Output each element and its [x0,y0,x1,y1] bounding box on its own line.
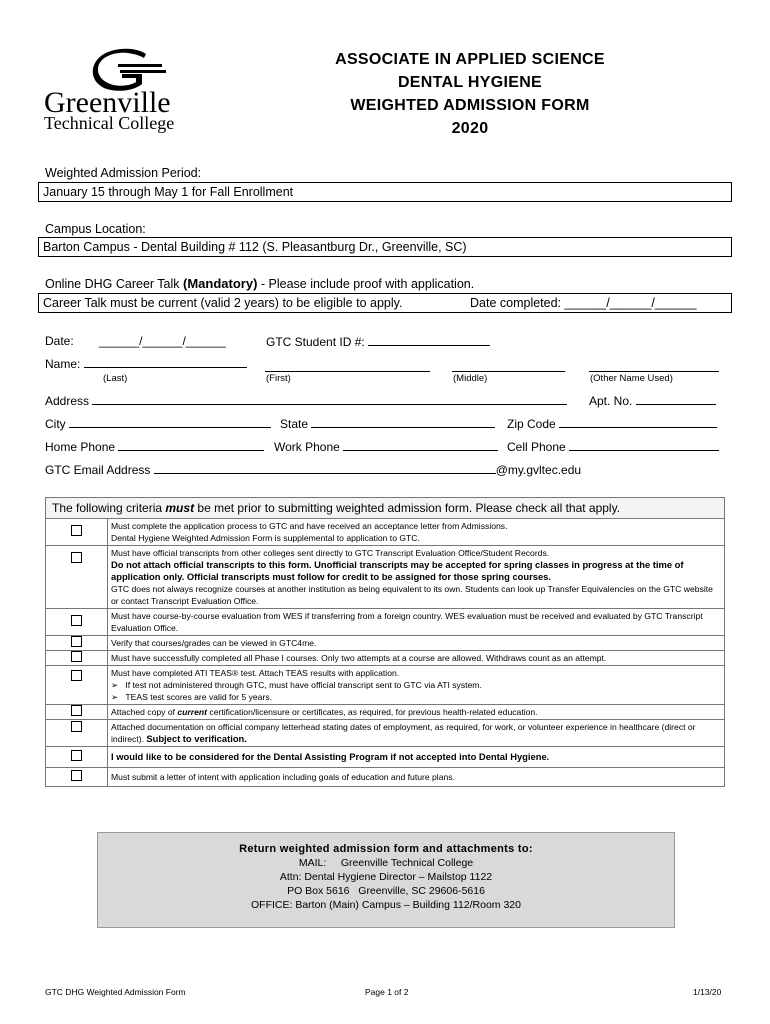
home-phone-field[interactable] [45,439,264,454]
campus-label: Campus Location: [45,222,146,236]
checkbox-application[interactable] [71,525,82,536]
footer-date: 1/13/20 [693,987,722,997]
home-phone-line [118,439,264,451]
title-line: DENTAL HYGIENE [397,74,543,91]
criteria-header-rest: be met prior to submitting weighted admission form. Please check all that apply. [194,501,621,515]
title-line: WEIGHTED ADMISSION FORM [350,97,590,114]
criteria-row [46,666,725,705]
work-phone-line [343,439,498,451]
title-line: ASSOCIATE IN APPLIED SCIENCE [335,51,605,68]
middle-name-line[interactable] [452,360,565,372]
checkbox-phase1[interactable] [71,651,82,662]
email-field[interactable] [45,462,581,477]
return-address-box [97,832,675,928]
criteria-text: Must have successfully completed all Phase I courses. Only two attempts at a course are allowed. Withdraws count as an attempt. [111,653,607,663]
state-field[interactable] [280,416,495,431]
city-line [69,416,271,428]
state-label: State [280,417,309,431]
criteria-must: must [165,501,195,515]
first-caption: (First) [266,373,291,384]
criteria-text: TEAS test scores are valid for 5 years. [125,692,273,702]
student-id-label: GTC Student ID #: [266,335,365,349]
criteria-text: GTC does not always recognize courses at another institution as being equivalent to its own. Students can look up Transfer Equivalencies on the GTC website or contact Transcript Evaluation Office. [111,584,713,606]
criteria-current: current [177,707,208,717]
checkbox-transcripts[interactable] [71,552,82,563]
arrow-bullet-icon: ➢ [111,692,119,702]
criteria-bullet-item [111,691,721,703]
cell-phone-line [569,439,719,451]
criteria-text: Dental Hygiene Weighted Admission Form is supplemental to application to GTC. [111,533,420,543]
criteria-header-text: The following criteria [52,501,166,515]
criteria-row [46,636,725,651]
cell-phone-label: Cell Phone [507,440,566,454]
checkbox-certification[interactable] [71,705,82,716]
other-name-line[interactable] [589,360,719,372]
criteria-text: Must have course-by-course evaluation from WES if transferring from a foreign country. WES evaluation must be received and evaluated by GTC Transcript Evaluation Office. [111,611,703,633]
middle-caption: (Middle) [453,373,488,384]
work-phone-field[interactable] [274,439,498,454]
address-field[interactable] [45,393,567,408]
last-name-line [84,356,247,368]
footer-left: GTC DHG Weighted Admission Form [45,987,186,997]
zip-field[interactable] [507,416,717,431]
criteria-text: Must have official transcripts from other colleges sent directly to GTC Transcript Evaluation Office/Student Records. [111,548,550,558]
cell-phone-field[interactable] [507,439,719,454]
criteria-text: Must complete the application process to GTC and have received an acceptance letter from Admissions. [111,521,508,531]
criteria-text-bold: I would like to be considered for the Dental Assisting Program if not accepted into Dental Hygiene. [111,751,550,762]
last-caption: (Last) [103,373,128,384]
criteria-text: Attached documentation on official company letterhead stating dates of employment, as required, for work, or volunteer experience in healthcare (direct or indirect). [111,722,696,744]
logo-line2: Technical College [44,113,175,133]
return-line: MAIL: Greenville Technical College [298,857,474,869]
footer-page: Page 1 of 2 [365,987,409,997]
address-label: Address [45,394,90,408]
work-phone-label: Work Phone [274,440,340,454]
criteria-bullet-item [111,679,721,691]
checkbox-employment[interactable] [71,721,82,732]
checkbox-letter-of-intent[interactable] [71,770,82,781]
checkbox-wes[interactable] [71,615,82,626]
criteria-text-bold: Do not attach official transcripts to this form. Unofficial transcripts may be accepted for spring classes in progress at the time of application only. Official transcripts must follow for credit to be assigned for those spring courses. [111,559,684,582]
name-label: Name: [45,357,81,371]
date-completed-field[interactable]: Date completed: ______/______/______ [470,296,697,310]
apt-field[interactable] [589,393,716,408]
criteria-row [46,519,725,546]
career-talk-line [45,276,474,291]
criteria-row [46,747,725,768]
criteria-row [46,768,725,787]
criteria-text: If test not administered through GTC, must have official transcript sent to GTC via ATI system. [125,680,482,690]
period-box: January 15 through May 1 for Fall Enrollment [38,182,732,202]
checkbox-teas[interactable] [71,670,82,681]
zip-line [559,416,717,428]
criteria-row [46,609,725,636]
criteria-row [46,720,725,747]
criteria-row [46,546,725,609]
title-line: 2020 [451,120,489,137]
email-label: GTC Email Address [45,463,151,477]
career-talk-text: Online DHG Career Talk [45,277,184,291]
criteria-text: Must have completed ATI TEAS® test. Attach TEAS results with application. [111,668,400,678]
campus-box: Barton Campus - Dental Building # 112 (S. Pleasantburg Dr., Greenville, SC) [38,237,732,257]
criteria-row [46,651,725,666]
checkbox-gtc4me[interactable] [71,636,82,647]
logo-line1: Greenville [44,86,171,119]
checkbox-dental-assisting[interactable] [71,750,82,761]
other-caption: (Other Name Used) [590,373,673,384]
date-label: Date: [45,334,74,348]
date-blank: ______/______/______ [99,334,226,348]
home-phone-label: Home Phone [45,440,116,454]
criteria-table [45,497,725,787]
return-line: OFFICE: Barton (Main) Campus – Building 112/Room 320 [250,899,521,911]
criteria-header [46,498,725,519]
mandatory-label: (Mandatory) [183,276,258,291]
apt-line [636,393,716,405]
city-field[interactable] [45,416,271,431]
period-label: Weighted Admission Period: [45,166,202,180]
career-talk-note: - Please include proof with application. [257,277,475,291]
criteria-text: Must submit a letter of intent with application including goals of education and future plans. [111,772,455,782]
email-line [154,462,496,474]
form-title [300,48,640,140]
apt-label: Apt. No. [589,394,633,408]
career-validity-text: Career Talk must be current (valid 2 years) to be eligible to apply. [43,296,403,310]
city-label: City [45,417,66,431]
name-field[interactable] [45,356,247,371]
career-talk-box [38,293,732,313]
return-heading: Return weighted admission form and attachments to: [239,843,533,855]
first-name-line[interactable] [265,360,430,372]
email-domain: @my.gvltec.edu [495,463,582,477]
zip-label: Zip Code [507,417,556,431]
student-id-field[interactable] [266,334,490,349]
criteria-text: Verify that courses/grades can be viewed in GTC4me. [111,638,317,648]
criteria-text: certification/licensure or certificates, as required, for previous health-related education. [207,707,538,717]
return-line: Attn: Dental Hygiene Director – Mailstop 1122 [279,871,493,883]
college-logo [44,46,214,136]
address-line [92,393,567,405]
criteria-text-bold: Subject to verification. [146,733,247,744]
criteria-row [46,705,725,720]
date-field[interactable] [45,334,226,348]
arrow-bullet-icon: ➢ [111,680,119,690]
state-line [311,416,495,428]
return-line: PO Box 5616 Greenville, SC 29606-5616 [287,885,485,897]
criteria-text: Attached copy of [111,707,178,717]
student-id-line [368,334,490,346]
